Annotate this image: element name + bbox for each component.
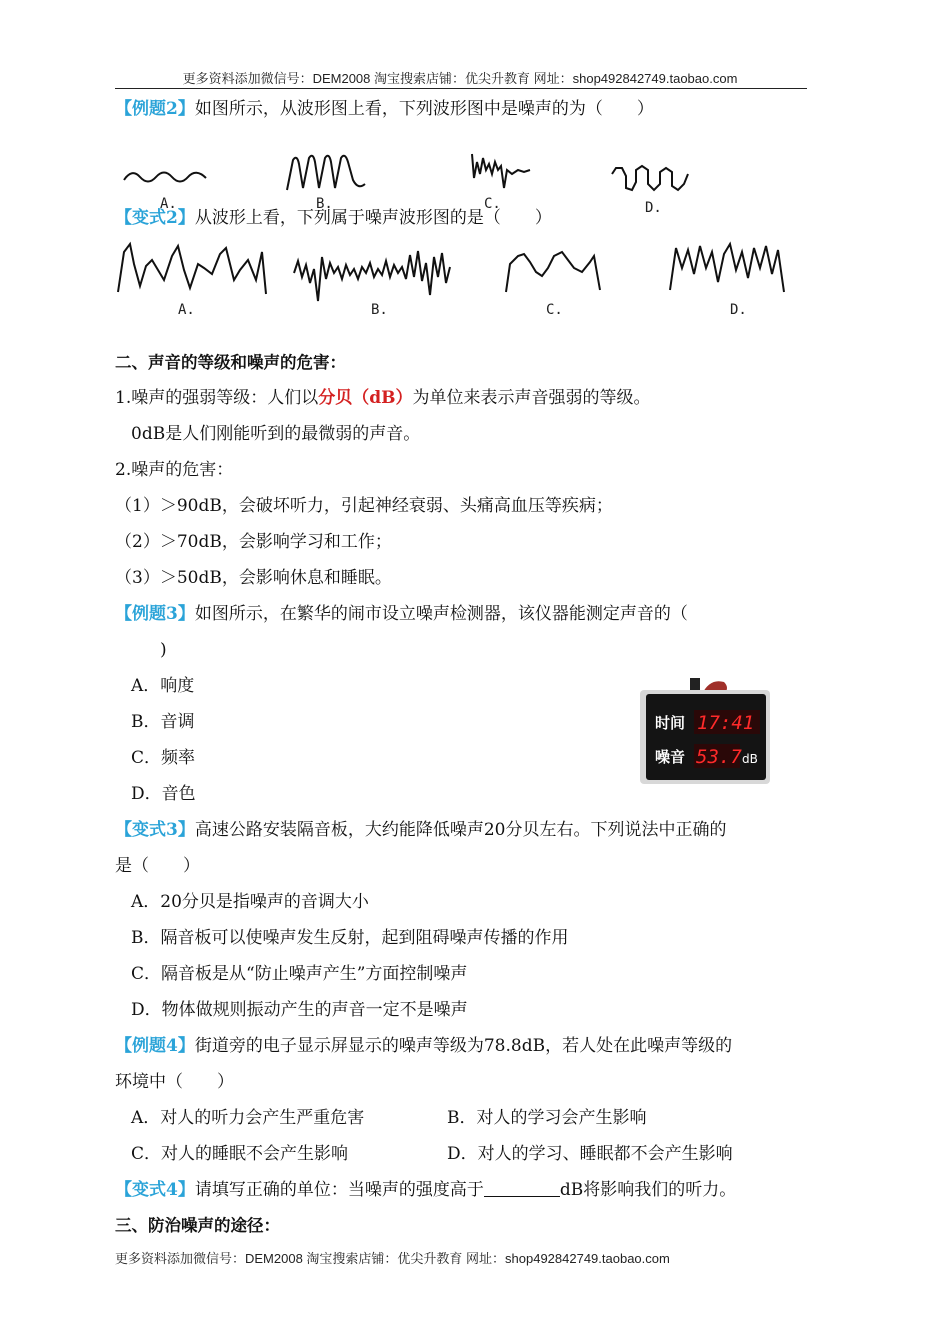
waveform-b-irregular [292,243,454,305]
variant-label-b: B. [371,302,388,318]
meter-time-label: 时间 [655,714,686,732]
variant-3-option-d: D．物体做规则振动产生的声音一定不是噪声 [131,1000,468,1020]
variant-4-pre: 请填写正确的单位：当噪声的强度高于 [194,1180,484,1200]
waveform-label-c: C. [484,196,501,212]
example-3-option-b: B．音调 [131,712,195,732]
waveform-label-d: D. [645,200,662,216]
waveform-b-regular [285,150,371,192]
example-3-tag: 【例题3】 [115,604,195,624]
variant-4-tag: 【变式4】 [115,1180,195,1200]
variant-4-question [115,1178,736,1202]
example-4-option-b: B．对人的学习会产生影响 [447,1108,647,1128]
example-3-option-c: C．频率 [131,748,196,768]
example-4-option-d: D．对人的学习、睡眠都不会产生影响 [447,1144,733,1164]
decibel-highlight: 分贝（dB） [318,388,413,408]
variant-label-c: C. [546,302,563,318]
meter-noise-label: 噪音 [655,748,686,766]
answer-blank[interactable] [484,1178,560,1197]
header-rule [115,88,807,89]
example-4-option-c: C．对人的睡眠不会产生影响 [131,1144,349,1164]
example-4-text: 街道旁的电子显示屏显示的噪声等级为78.8dB，若人处在此噪声等级的 [194,1036,733,1056]
variant-3-option-b: B．隔音板可以使噪声发生反射，起到阻碍噪声传播的作用 [131,928,569,948]
variant-2-tag: 【变式2】 [115,208,195,228]
waveform-label-a: A. [160,196,177,212]
page-footer: 更多资料添加微信号：DEM2008 淘宝搜索店铺：优尖升教育 网址：shop492842749.taobao.com [115,1251,670,1266]
example-3-option-a: A．响度 [131,676,195,696]
example-3-question [115,602,688,626]
variant-3-tag: 【变式3】 [115,820,195,840]
waveform-d-regular [610,160,690,196]
example-4-question [115,1034,732,1058]
example-4-option-a: A．对人的听力会产生严重危害 [131,1108,365,1128]
waveform-label-b: B. [316,196,333,212]
section-2-title: 二、声音的等级和噪声的危害： [115,353,346,372]
variant-2-text: 从波形上看，下列属于噪声波形图的是（ ） [194,208,552,228]
harm-item-2: （2）＞70dB，会影响学习和工作； [115,532,392,552]
section-3-title: 三、防治噪声的途径： [115,1216,280,1235]
paragraph-1 [115,386,651,410]
paragraph-1-pre: 1.噪声的强弱等级：人们以 [115,388,319,408]
meter-unit: dB [742,752,758,766]
example-3-option-d: D．音色 [131,784,196,804]
waveform-d-regular-2 [668,238,788,296]
waveform-c-irregular [470,148,532,190]
paragraph-1-line-2: 0dB是人们刚能听到的最微弱的声音。 [131,424,421,444]
noise-meter-image [638,676,774,788]
variant-3-option-c: C．隔音板是从“防止噪声产生”方面控制噪声 [131,964,468,984]
variant-4-post: dB将影响我们的听力。 [559,1180,737,1200]
example-2-tag: 【例题2】 [115,99,195,119]
variant-3-continuation: 是（ ） [115,856,200,876]
variant-3-option-a: A．20分贝是指噪声的音调大小 [131,892,369,912]
waveform-c-regular [504,246,604,296]
harm-item-3: （3）＞50dB，会影响休息和睡眠。 [115,568,392,588]
waveform-a-irregular [116,240,270,298]
variant-3-text: 高速公路安装隔音板，大约能降低噪声20分贝左右。下列说法中正确的 [194,820,727,840]
example-3-continuation: ) [160,640,167,660]
meter-time-value: 17:41 [697,712,755,734]
variant-3-question [115,818,726,842]
example-2-question [115,97,654,121]
example-4-continuation: 环境中（ ） [115,1072,234,1092]
variant-label-a: A. [178,302,195,318]
variant-label-d: D. [730,302,747,318]
paragraph-1-post: 为单位来表示声音强弱的等级。 [412,388,651,408]
example-4-tag: 【例题4】 [115,1036,195,1056]
example-3-text: 如图所示，在繁华的闹市设立噪声检测器，该仪器能测定声音的（ [194,604,688,624]
page-header: 更多资料添加微信号：DEM2008 淘宝搜索店铺：优尖升教育 网址：shop492842749.taobao.com [182,71,738,86]
meter-level-value: 53.7 [696,746,742,768]
harm-item-1: （1）＞90dB，会破坏听力，引起神经衰弱、头痛高血压等疾病； [115,496,613,516]
paragraph-2: 2.噪声的危害： [115,460,234,480]
waveform-a-regular [122,162,208,192]
example-2-text: 如图所示，从波形图上看，下列波形图中是噪声的为（ ） [194,99,654,119]
variant-2-question [115,206,552,230]
